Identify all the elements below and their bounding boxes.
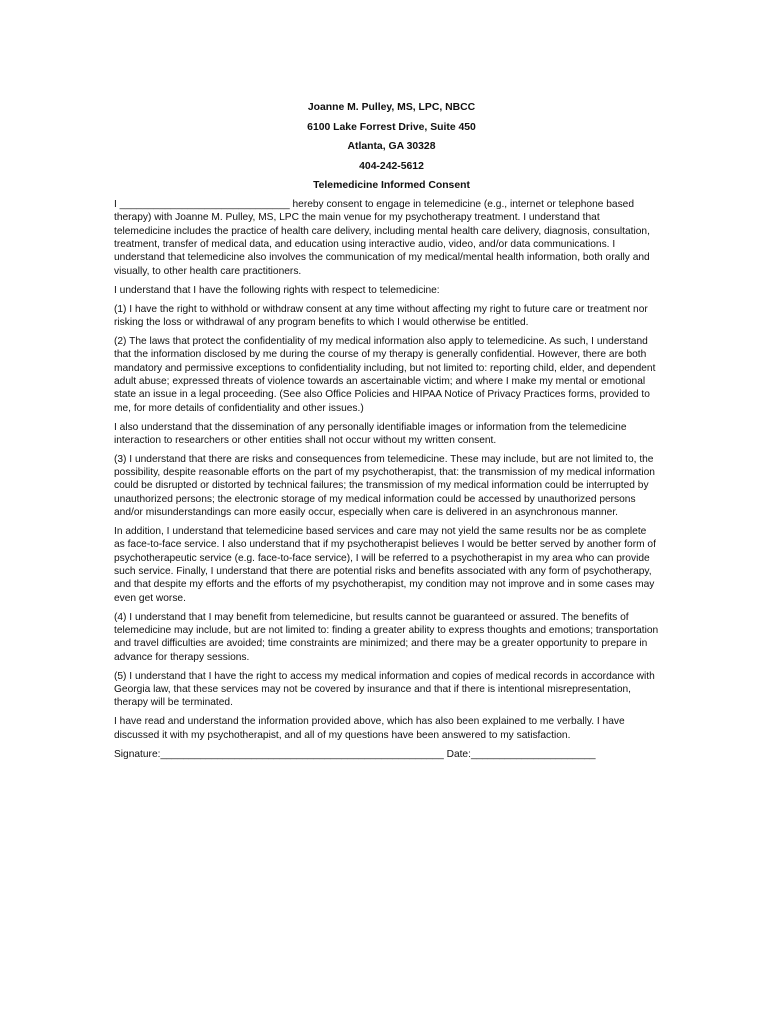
right-4-paragraph: (4) I understand that I may benefit from telemedicine, but results cannot be guaranteed or assured. The benefits of telemedicine may include, but are not limited to: finding a greater ability to express thoughts and emotions; transportation and travel difficulties are avoided; time constraints are minimized; and there may be a greater opportunity to prepare in advance for therapy sessions. <box>114 611 659 663</box>
dissemination-paragraph: I also understand that the dissemination of any personally identifiable images or information from the telemedicine interaction to researchers or other entities shall not occur without my written consent. <box>114 421 627 446</box>
date-field[interactable]: ______________________ <box>470 748 596 760</box>
consent-text: hereby consent to engage in telemedicine (e.g., internet or telephone based therapy) with Joanne M. Pulley, MS, LPC the main venue for my psychotherapy treatment. I understand that telemedicine includes the practice of health care delivery, including mental health care delivery, diagnosis, consultation, treatment, transfer of medical data, and education using interactive audio, video, and/or data communications. I understand that telemedicine also involves the communication of my medical/mental health information, both orally and visually, to other health care practitioners. <box>114 198 650 277</box>
name-blank-field[interactable]: ______________________________ <box>119 198 290 210</box>
right-1-paragraph: (1) I have the right to withhold or withdraw consent at any time without affecting my right to future care or treatment nor risking the loss or withdrawal of any program benefits to which I would otherwise be entitled. <box>114 303 648 328</box>
date-label: Date: <box>443 748 471 760</box>
document-title: Telemedicine Informed Consent <box>313 180 470 192</box>
right-2-paragraph: (2) The laws that protect the confidentiality of my medical information also apply to telemedicine. As such, I understand that the information disclosed by me during the course of my therapy is generally confidential. However, there are both mandatory and permissive exceptions to confidentiality including, but not limited to: reporting child, elder, and dependent adult abuse; expressed threats of violence towards an ascertainable victim; and where I make my mental or emotional state an issue in a legal proceeding. (See also Office Policies and HIPAA Notice of Privacy Practices forms, provided to me, for more details of confidentiality and other issues.) <box>114 335 656 414</box>
acknowledgement-paragraph: I have read and understand the information provided above, which has also been explained to me verbally. I have discussed it with my psychotherapist, and all of my questions have been answered to my satisfaction. <box>114 716 625 741</box>
document-header <box>124 98 659 196</box>
signature-label: Signature: <box>114 748 161 760</box>
rights-intro-paragraph: I understand that I have the following rights with respect to telemedicine: <box>114 284 440 296</box>
address-line-2: Atlanta, GA 30328 <box>347 141 436 153</box>
right-3-paragraph: (3) I understand that there are risks and consequences from telemedicine. These may include, but are not limited to, the possibility, despite reasonable efforts on the part of my psychotherapist, that: the transmission of my medical information could be disrupted or distorted by technical failures; the transmission of my medical information could be interrupted by unauthorized persons; the electronic storage of my medical information could be accessed by unauthorized persons and/or misunderstandings can more easily occur, especially when care is delivered in an asynchronous manner. <box>114 453 655 519</box>
consent-prefix: I <box>114 198 120 210</box>
additional-risks-paragraph: In addition, I understand that telemedicine based services and care may not yield the same results nor be as complete as face-to-face service. I also understand that if my psychotherapist believes I would be better served by another form of psychotherapeutic service (e.g. face-to-face service), I will be referred to a psychotherapist in my area who can provide such service. Finally, I understand that there are potential risks and benefits associated with any form of psychotherapy, and that despite my efforts and the efforts of my psychotherapist, my condition may not improve and in some cases may even get worse. <box>114 526 656 604</box>
signature-row <box>114 748 659 761</box>
provider-name: Joanne M. Pulley, MS, LPC, NBCC <box>307 102 476 113</box>
consent-document <box>114 98 659 761</box>
phone-number: 404-242-5612 <box>359 160 424 172</box>
consent-paragraph <box>114 198 659 278</box>
address-line-1: 6100 Lake Forrest Drive, Suite 450 <box>307 121 476 133</box>
signature-field[interactable]: __________________________________________________ <box>160 748 444 760</box>
right-5-paragraph: (5) I understand that I have the right to access my medical information and copies of medical records in accordance with Georgia law, that these services may not be covered by insurance and that if there is intentional misrepresentation, therapy will be terminated. <box>114 670 655 709</box>
